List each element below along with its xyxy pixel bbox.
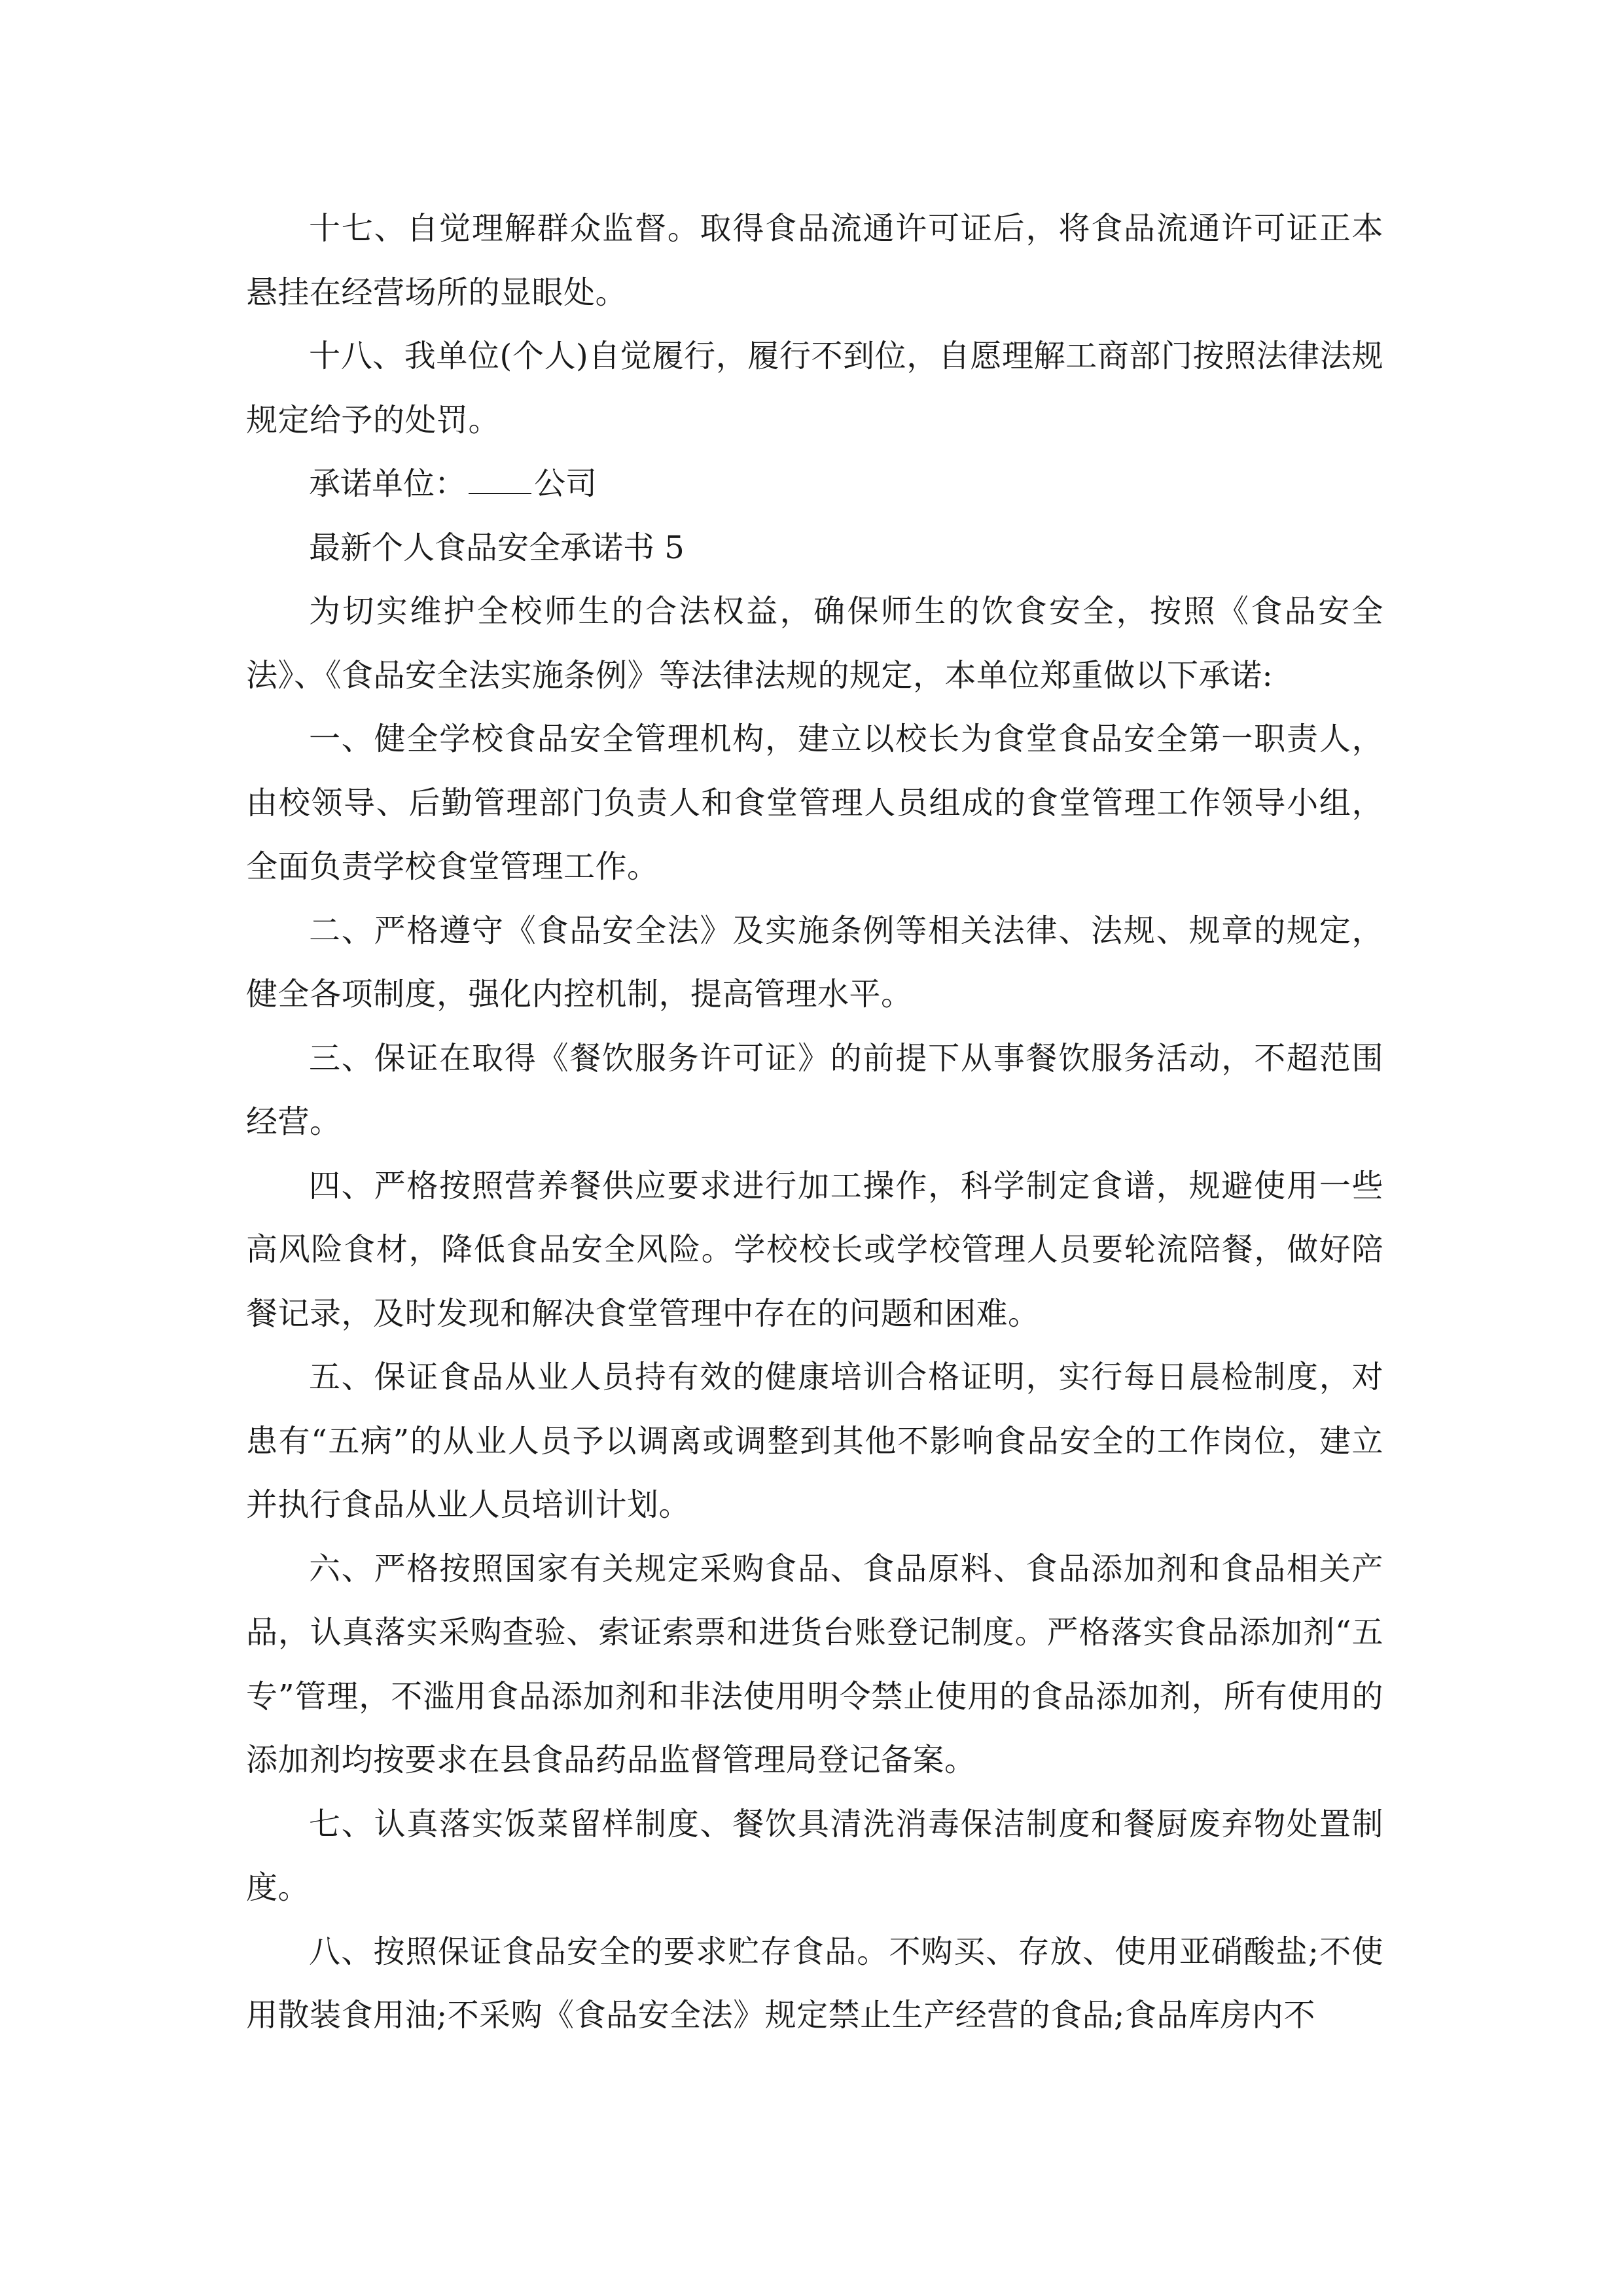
signature-suffix: 公司	[534, 465, 597, 502]
commitment-item-6: 六、严格按照国家有关规定采购食品、食品原料、食品添加剂和食品相关产品，认真落实采购查验、索证索票和进货台账登记制度。严格落实食品添加剂“五专”管理，不滥用食品添加剂和非法使用明令禁止使用的食品添加剂，所有使用的添加剂均按要求在县食品药品监督管理局登记备案。	[246, 1550, 1383, 1778]
commitment-item-4: 四、严格按照营养餐供应要求进行加工操作，科学制定食谱，规避使用一些高风险食材，降低食品安全风险。学校校长或学校管理人员要轮流陪餐，做好陪餐记录，及时发现和解决食堂管理中存在的问题和困难。	[246, 1167, 1383, 1332]
commitment-item-5: 五、保证食品从业人员持有效的健康培训合格证明，实行每日晨检制度，对患有“五病”的从业人员予以调离或调整到其他不影响食品安全的工作岗位，建立并执行食品从业人员培训计划。	[246, 1359, 1383, 1523]
document-body	[246, 197, 1383, 2048]
signature-label: 承诺单位：	[309, 465, 467, 502]
commitment-item-3: 三、保证在取得《餐饮服务许可证》的前提下从事餐饮服务活动，不超范围经营。	[246, 1039, 1383, 1140]
paragraph-17: 十七、自觉理解群众监督。取得食品流通许可证后，将食品流通许可证正本悬挂在经营场所的显眼处。	[246, 210, 1383, 311]
section-title: 最新个人食品安全承诺书 5	[309, 529, 685, 566]
intro-paragraph: 为切实维护全校师生的合法权益，确保师生的饮食安全，按照《食品安全法》、《食品安全法实施条例》等法律法规的规定，本单位郑重做以下承诺:	[246, 593, 1383, 694]
paragraph-18: 十八、我单位(个人)自觉履行，履行不到位，自愿理解工商部门按照法律法规规定给予的处罚。	[246, 338, 1383, 439]
signature-blank	[469, 467, 531, 494]
commitment-item-2: 二、严格遵守《食品安全法》及实施条例等相关法律、法规、规章的规定，健全各项制度，强化内控机制，提高管理水平。	[246, 912, 1383, 1013]
commitment-item-8: 八、按照保证食品安全的要求贮存食品。不购买、存放、使用亚硝酸盐;不使用散装食用油;不采购《食品安全法》规定禁止生产经营的食品;食品库房内不	[246, 1933, 1383, 2034]
signature-line	[246, 452, 1383, 516]
commitment-item-7: 七、认真落实饭菜留样制度、餐饮具清洗消毒保洁制度和餐厨废弃物处置制度。	[246, 1805, 1383, 1906]
commitment-item-1: 一、健全学校食品安全管理机构，建立以校长为食堂食品安全第一职责人，由校领导、后勤管理部门负责人和食堂管理人员组成的食堂管理工作领导小组，全面负责学校食堂管理工作。	[246, 721, 1383, 885]
